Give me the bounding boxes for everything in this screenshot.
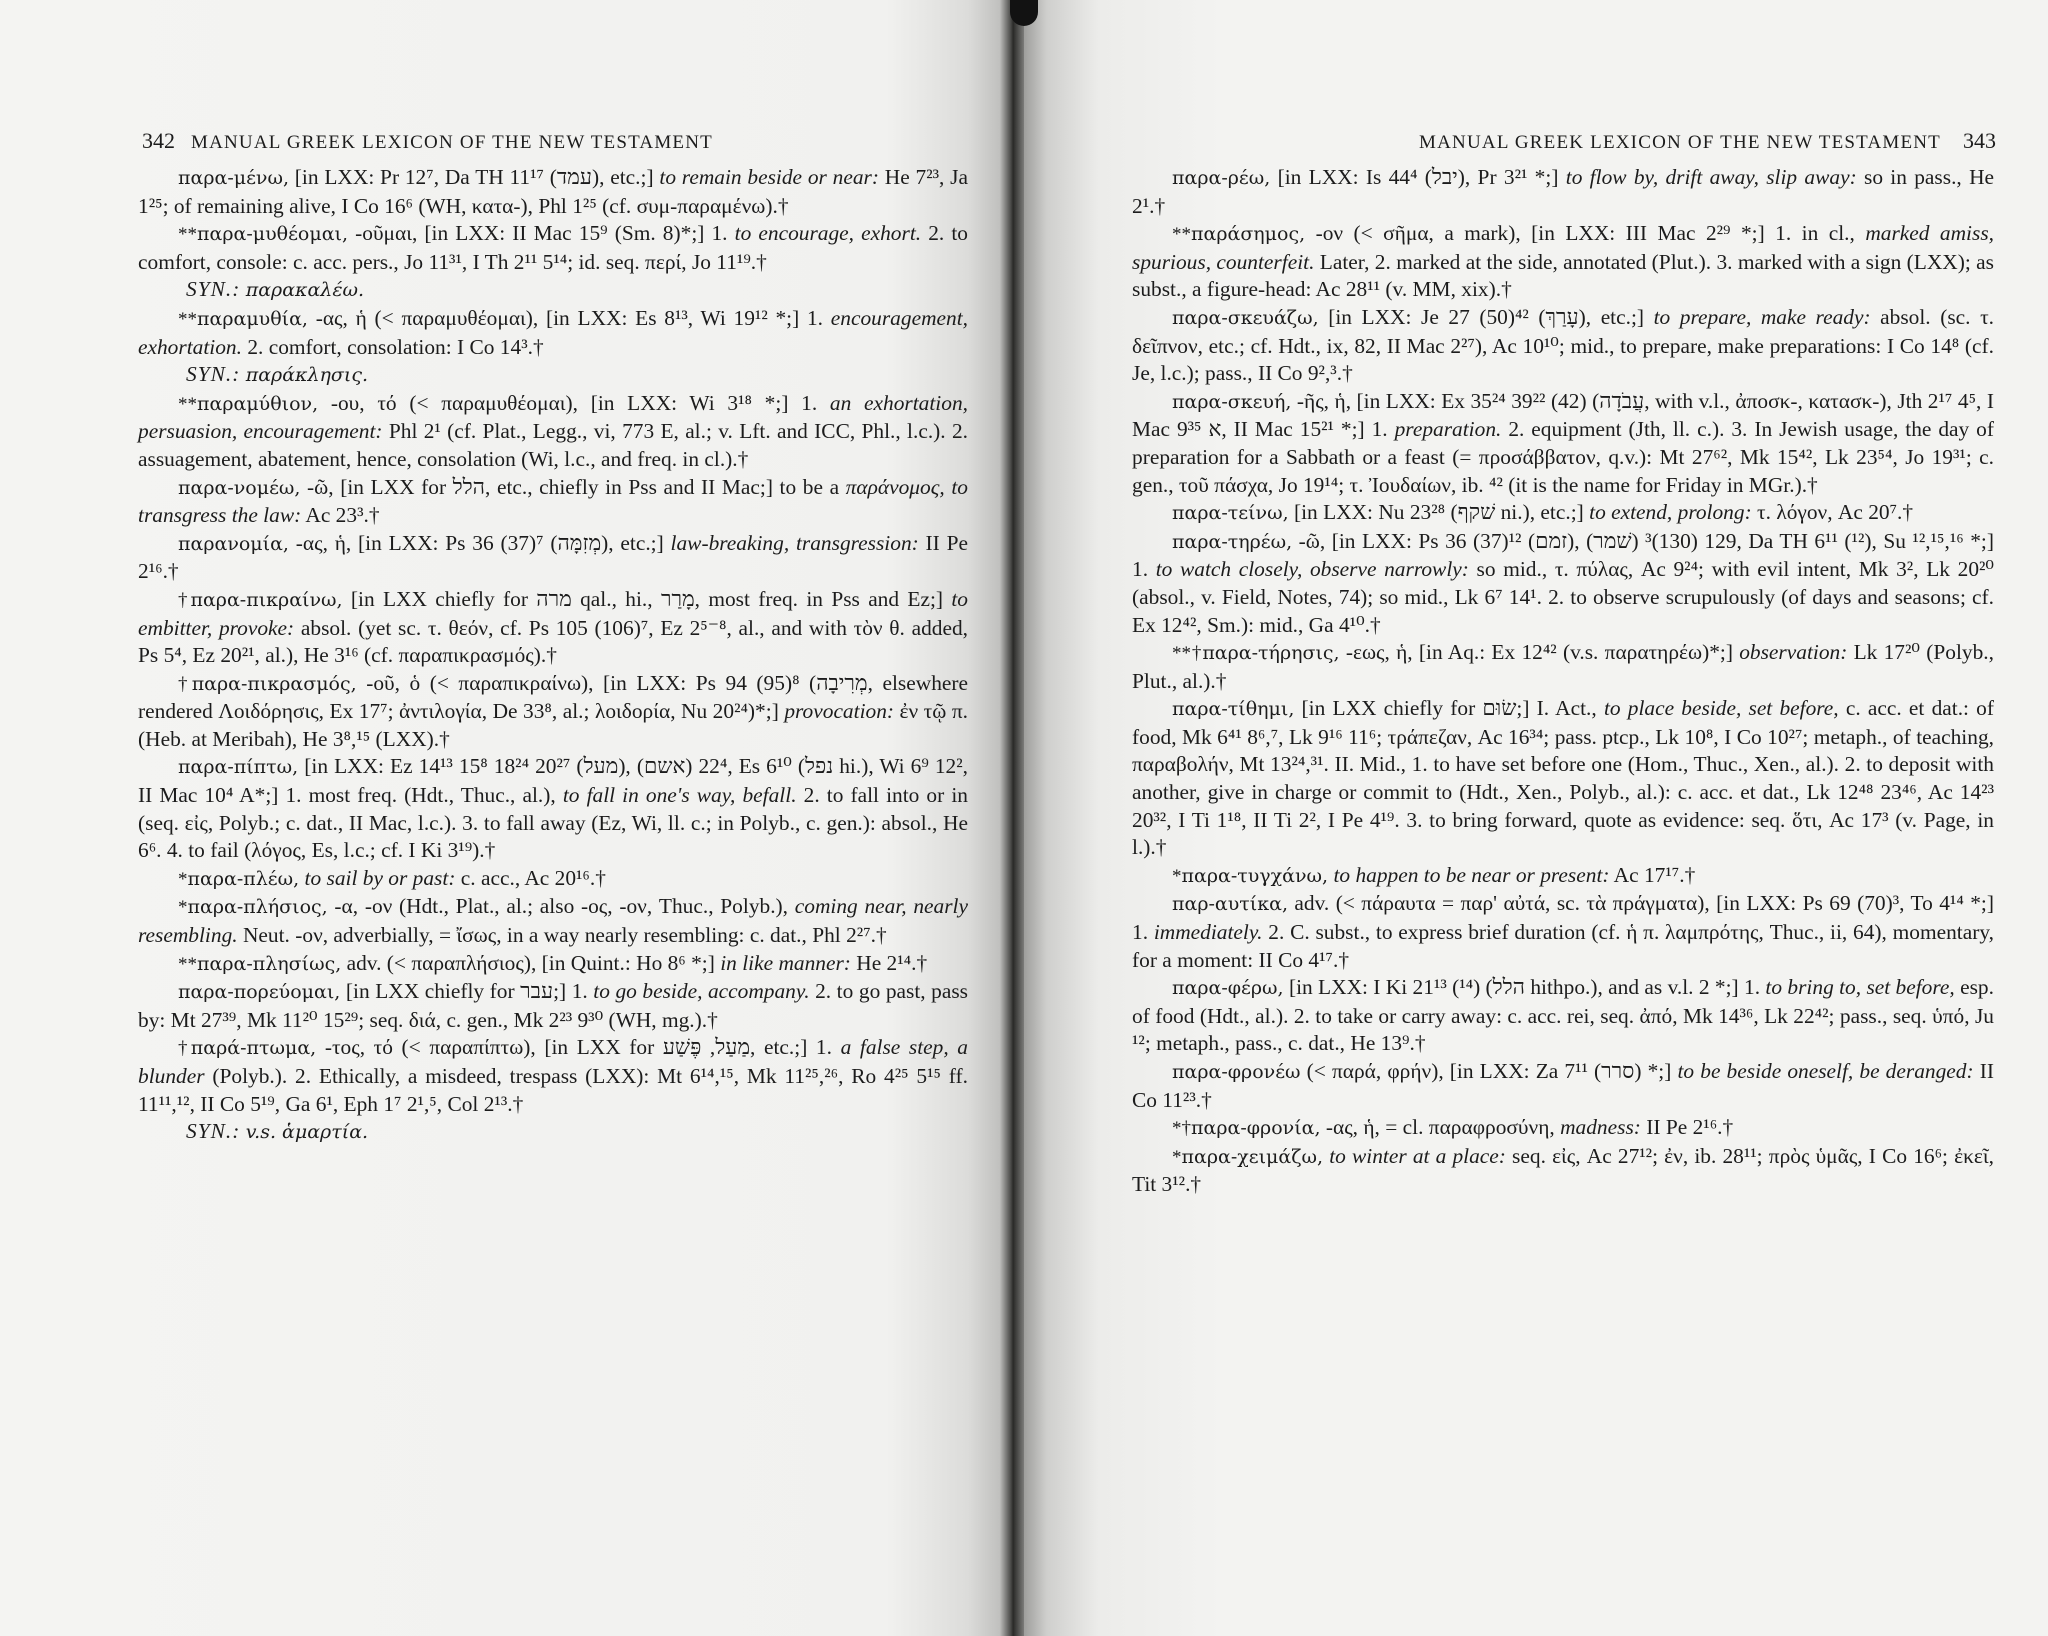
lexicon-entry (1132, 862, 1994, 891)
running-head: MANUAL GREEK LEXICON OF THE NEW TESTAMENT (191, 132, 713, 153)
entry-headword: παρα-πλήσιος, (187, 896, 328, 919)
entry-text: 2. C. subst., to express brief duration (cf. ἡ π. λαμπρότης, Thuc., ii, 64), momentary, for a moment: II Co 4¹⁷.† (1132, 920, 1995, 972)
entry-gloss: coming near, nearly resembling. (138, 894, 968, 948)
entry-mark: † (178, 1038, 191, 1060)
entry-text: 2. equipment (Jth, ll. c.). 3. In Jewish usage, the day of preparation for a Sabbath or a feast (= προσάββατον, q.v.): Mt 27⁶², Mk 15⁴², Lk 23⁵⁴, Jo 19³¹; c. gen., τοῦ πάσχα, Jo 19¹⁴; τ. Ἰουδαίων, ib. ⁴² (it is the name for Friday in MGr.).† (1132, 417, 1994, 497)
entry-text: so in pass., He 2¹.† (1132, 165, 1995, 218)
entry-gloss: to encourage, exhort. (734, 221, 922, 246)
entry-text: 2. comfort, consolation: I Co 14³.† (241, 334, 544, 359)
entry-text: Neut. -ον, adverbially, = ἴσως, in a way nearly resembling: c. dat., Phl 2²⁷.† (237, 923, 887, 948)
lexicon-entry (138, 305, 968, 361)
entry-mark: ** (178, 224, 197, 246)
entry-gloss: to flow by, drift away, slip away: (1565, 165, 1857, 189)
entry-gloss: to bring to, set before, (1765, 975, 1955, 1000)
entry-headword: παρα-πικραίνω, (190, 588, 343, 611)
entry-gloss: to place beside, set before, (1603, 696, 1839, 721)
entry-text: -ας, ἡ (< παραμυθέομαι), [in LXX: Es 8¹³, Wi 19¹² *;] 1. (307, 305, 831, 330)
entry-headword: παρα-τίθημι, (1172, 698, 1295, 721)
lexicon-entry (138, 164, 968, 220)
entry-headword: παρα-πλέω, (187, 867, 300, 890)
entry-text: absol. (sc. τ. δεῖπνον, etc.; cf. Hdt., ix, 82, II Mac 2²⁷), Ac 10¹⁰; mid., to prepare, make preparations: I Co 14⁸ (cf. Je, l.c.); pass., II Co 9²,³.† (1132, 304, 1995, 386)
synonym-label: SYN.: (186, 362, 241, 387)
entry-text: so mid., τ. πύλας, Ac 9²⁴; with evil intent, Mk 3², Lk 20²⁰ (absol., v. Field, Notes, 74); so mid., Lk 6⁷ 14¹. 2. to observe scrupulously (of days and seasons; cf. Ex 12⁴², Sm.): mid., Ga 4¹⁰.† (1132, 557, 1994, 637)
synonym-note (138, 1118, 968, 1147)
synonym-note (138, 276, 968, 305)
entry-text: esp. of food (Hdt., al.). 2. to take or carry away: c. acc. rei, seq. ἀπό, Mk 14³⁶, Lk 22⁴²; pass., seq. ὑπό, Ju ¹²; metaph., pass., c. dat., He 13⁹.† (1132, 975, 1994, 1056)
entry-headword: παρα-τυγχάνω, (1181, 864, 1329, 887)
entry-headword: παραμυθία, (197, 307, 308, 330)
entry-text: -ῆς, ἡ, [in LXX: Ex 35²⁴ 39²² (42) (עֲבֹדָה, with v.l., ἀποσκ-, κατασκ-), Jth 2¹⁷ 4⁵, I Mac 9³⁵ א, II Mac 15²¹ *;] 1. (1132, 388, 1994, 442)
entry-headword: παρα-πλησίως, (197, 952, 342, 975)
entry-gloss: to remain beside or near: (659, 165, 879, 189)
synonym-label: SYN.: (186, 277, 241, 302)
entry-headword: παρα-τήρησις, (1202, 642, 1340, 665)
entry-text: -ον (< σῆμα, a mark), [in LXX: III Mac 2²⁹ *;] 1. in cl., (1305, 221, 1866, 246)
entry-mark: ** (1172, 224, 1191, 246)
entry-headword: παρα-πορεύομαι, (178, 981, 341, 1004)
lexicon-entry (1132, 1114, 1994, 1143)
entry-headword: παρα-νομέω, (178, 476, 301, 499)
entry-gloss: encouragement, exhortation. (138, 305, 968, 359)
left-page-header (142, 128, 713, 154)
lexicon-entry (1132, 974, 1994, 1058)
entry-text: Ac 17¹⁷.† (1609, 862, 1696, 887)
lexicon-entry (138, 530, 968, 586)
synonym-reference: παρακαλέω. (245, 279, 365, 302)
right-page (1016, 0, 2048, 1636)
entry-text: [in LXX: Is 44⁴ (יבל), Pr 3²¹ *;] (1270, 165, 1566, 189)
entry-headword: παρα-ρέω, (1172, 167, 1271, 189)
entry-gloss: provocation: (784, 699, 895, 724)
entry-headword: παρα-σκευή, (1172, 390, 1292, 413)
entry-headword: παρα-πίπτω, (178, 756, 299, 779)
entry-mark: ** (178, 393, 197, 415)
entry-headword: παρα-πικρασμός, (191, 672, 357, 695)
page-number: 343 (1963, 128, 1996, 153)
lexicon-entry (1132, 164, 1994, 220)
entry-text: -οῦ, ὁ (< παραπικραίνω), [in LXX: Ps 94 (95)⁸ (מְרִיבָה, elsewhere rendered Λοιδόρησις, Ex 17⁷; ἀντιλογία, De 33⁸, al.; λοιδορία, Nu 20²⁴)*;] (138, 670, 968, 724)
entry-text: c. acc., Ac 20¹⁶.† (455, 865, 606, 890)
lexicon-entry (138, 893, 968, 949)
running-head: MANUAL GREEK LEXICON OF THE NEW TESTAMENT (1419, 132, 1941, 153)
lexicon-entry (1132, 528, 1994, 639)
entry-gloss: in like manner: (720, 950, 851, 975)
entry-text: II Pe 2¹⁶.† (1640, 1115, 1734, 1140)
lexicon-entry (138, 390, 968, 474)
lexicon-entry (1132, 890, 1994, 974)
entry-text: -α, -ον (Hdt., Plat., al.; also -ος, -ον, Thuc., Polyb.), (327, 894, 795, 919)
entry-text: He 2¹⁴.† (850, 950, 928, 975)
entry-text: [in LXX chiefly for עבר;] 1. (340, 979, 594, 1004)
lexicon-entry (138, 865, 968, 894)
entry-gloss: to watch closely, observe narrowly: (1155, 557, 1469, 582)
lexicon-entry (138, 950, 968, 979)
entry-text: -τος, τό (< παραπίπτω), [in LXX for מַעַל, פֶּשַׁע, etc.;] 1. (316, 1035, 841, 1060)
entry-gloss: παράνομος, to transgress the law: (138, 474, 968, 528)
entry-mark: * (1172, 865, 1182, 887)
entry-headword: παρα-τείνω, (1172, 502, 1289, 525)
entry-text: -ας, ἡ, [in LXX: Ps 36 (37)⁷ (מְזִמָּה), etc.;] (288, 530, 671, 555)
lexicon-entry (1132, 1143, 1994, 1199)
right-page-header (1419, 128, 1996, 154)
entry-headword: παρα-χειμάζω, (1181, 1145, 1324, 1168)
entry-gloss: immediately. (1153, 920, 1263, 945)
lexicon-entry (1132, 220, 1994, 304)
entry-text: -οῦμαι, [in LXX: II Mac 15⁹ (Sm. 8)*;] 1. (348, 221, 735, 246)
entry-gloss: preparation. (1394, 417, 1502, 442)
entry-mark: † (178, 673, 192, 695)
lexicon-entry (1132, 1058, 1994, 1114)
lexicon-entry (138, 586, 968, 670)
lexicon-entry (138, 753, 968, 864)
entry-mark: * (178, 897, 188, 919)
entry-gloss: to be beside oneself, be deranged: (1677, 1059, 1974, 1083)
entry-mark: * (1172, 1146, 1182, 1168)
synonym-note (138, 361, 968, 390)
entry-text: Later, 2. marked at the side, annotated (Plut.). 3. marked with a sign (LXX); as subst., a figure-head: Ac 28¹¹ (v. MM, xix).† (1132, 249, 1995, 302)
entry-text: [in LXX: Nu 23²⁸ (שׁקף ni.), etc.;] (1288, 500, 1590, 525)
entry-text: -ας, ἡ, = cl. παραφροσύνη, (1320, 1115, 1561, 1140)
entry-text: -ῶ, [in LXX for הלל, etc., chiefly in Pss and II Mac;] to be a (300, 474, 846, 499)
lexicon-entry (1132, 304, 1994, 388)
lexicon-entry (138, 978, 968, 1034)
lexicon-entry (1132, 639, 1994, 695)
entry-text: ἐν τῷ π. (Heb. at Meribah), He 3⁸,¹⁵ (LXX).† (138, 699, 968, 751)
entry-text: absol. (yet sc. τ. θεόν, cf. Ps 105 (106)⁷, Ez 2⁵⁻⁸, al., and with τὸν θ. added, Ps 5⁴, Ez 20²¹, al.), He 3¹⁶ (cf. παραπικρασμός).† (138, 615, 968, 668)
left-page (0, 0, 1008, 1636)
lexicon-entry (138, 474, 968, 530)
entry-headword: παραμύθιον, (197, 392, 319, 415)
lexicon-entry (138, 670, 968, 754)
entry-gloss: observation: (1739, 640, 1848, 665)
entry-text: Ac 23³.† (301, 503, 380, 528)
entry-gloss: to prepare, make ready: (1653, 304, 1871, 329)
entry-text: [in LXX: Pr 12⁷, Da TH 11¹⁷ (עמד), etc.;] (289, 165, 660, 189)
entry-headword: παρα-μένω, (178, 167, 290, 189)
entry-gloss: to go beside, accompany. (593, 979, 810, 1004)
entry-headword: παρα-φρονία, (1191, 1117, 1321, 1140)
entry-mark: **† (1172, 643, 1203, 665)
entry-text: -ου, τό (< παραμυθέομαι), [in LXX: Wi 3¹⁸ *;] 1. (318, 390, 830, 415)
book-gutter (1000, 0, 1024, 1636)
entry-gloss: to embitter, provoke: (138, 586, 968, 640)
entry-text: Lk 17²⁰ (Polyb., Plut., al.).† (1132, 640, 1994, 693)
entry-headword: παρα-μυθέομαι, (197, 223, 349, 246)
entry-text: -ῶ, [in LXX: Ps 36 (37)¹² (זמם), 129 (130)³ (שׁמר), Da TH 6¹¹ (¹²), Su ¹²,¹⁵,¹⁶ *;] 1. (1132, 528, 1994, 582)
entry-text: [in LXX: Je 27 (50)⁴² (עָרַךְ), etc.;] (1318, 304, 1654, 329)
entry-text: [in LXX: Ez 14¹³ 15⁸ 18²⁴ 20²⁷ (מעל), 22⁴ (אשם), Es 6¹⁰ (נפל hi.), Wi 6⁹ 12², II Mac 10⁴ A*;] 1. most freq. (Hdt., Thuc., al.), (138, 754, 968, 808)
entry-text: seq. εἰς, Ac 27¹²; ἐν, ib. 28¹¹; πρὸς ὑμᾶς, I Co 16⁶; ἐκεῖ, Tit 3¹².† (1132, 1143, 1994, 1197)
entry-text: II Co 11²³.† (1132, 1059, 1994, 1112)
entry-gloss: to fall in one's way, befall. (562, 783, 797, 808)
entry-text: 2. to comfort, console: c. acc. pers., Jo 11³¹, I Th 2¹¹ 5¹⁴; id. seq. περί, Jo 11¹⁹.† (138, 221, 968, 274)
lexicon-entry (138, 1034, 968, 1118)
entry-mark: ** (178, 308, 197, 330)
entry-text: (Polyb.). 2. Ethically, a misdeed, trespass (LXX): Mt 6¹⁴,¹⁵, Mk 11²⁵,²⁶, Ro 4²⁵ 5¹⁵ ff. 11¹¹,¹², II Co 5¹⁹, Ga 6¹, Eph 1⁷ 2¹,⁵, Col 2¹³.† (138, 1064, 968, 1116)
entry-gloss: to winter at a place: (1329, 1143, 1506, 1168)
synonym-reference: παράκλησις. (245, 364, 369, 387)
entry-text: adv. (< παραπλήσιος), [in Quint.: Ho 8⁶ *;] (341, 950, 721, 975)
entry-text: Phl 2¹ (cf. Plat., Legg., vi, 773 E, al.; v. Lft. and ICC, Phl., l.c.). 2. assuagement, abatement, hence, consolation (Wi, l.c., and freq. in cl.).† (138, 419, 968, 471)
entry-text: 2. to go past, pass by: Mt 27³⁹, Mk 11²⁰ 15²⁹; seq. διά, c. gen., Mk 2²³ 9³⁰ (WH, mg.).† (138, 979, 969, 1032)
entry-text: τ. λόγον, Ac 20⁷.† (1751, 500, 1914, 525)
entry-gloss: madness: (1560, 1115, 1641, 1140)
lexicon-entry (1132, 499, 1994, 528)
entry-text: He 7²³, Ja 1²⁵; of remaining alive, I Co 16⁶ (WH, κατα-), Phl 1²⁵ (cf. συμ-παραμένω).† (138, 165, 968, 218)
entry-headword: παρά-πτωμα, (190, 1037, 317, 1060)
entry-text: 2. to fall into or in (seq. εἰς, Polyb.; c. dat., II Mac, l.c.). 3. to fall away (Ez, Wi, ll. c.; in Polyb., c. gen.): absol., He 6⁶. 4. to fail (λόγος, Es, l.c.; cf. I Ki 3¹⁹).† (138, 783, 968, 863)
entry-gloss: marked amiss, spurious, counterfeit. (1132, 221, 1994, 274)
entry-headword: παρανομία, (178, 532, 289, 555)
entry-text: II Pe 2¹⁶.† (138, 530, 968, 584)
entry-headword: παρα-φρονέω (1172, 1061, 1301, 1083)
entry-headword: παρ-αυτίκα, (1172, 893, 1288, 916)
lexicon-entry (1132, 388, 1994, 499)
entry-mark: ** (178, 953, 197, 975)
lexicon-entry (138, 220, 968, 276)
synonym-reference: v.s. ἁμαρτία. (245, 1121, 369, 1144)
entry-gloss: to happen to be near or present: (1333, 862, 1610, 887)
entry-text: [in LXX: I Ki 21¹³ (¹⁴) (הלל hithpo.), and as v.l. 2 *;] 1. (1283, 975, 1766, 1000)
entry-mark: * (178, 868, 188, 890)
entry-gloss: an exhortation, persuasion, encouragement: (138, 390, 968, 444)
entry-headword: παρα-σκευάζω, (1172, 306, 1319, 329)
entry-gloss: to extend, prolong: (1589, 500, 1752, 525)
right-page-column (1132, 164, 1994, 1199)
entry-text: [in LXX chiefly for מרה qal., hi., מָרַר, most freq. in Pss and Ez;] (342, 586, 952, 611)
entry-headword: παρα-τηρέω, (1172, 530, 1293, 553)
entry-gloss: a false step, a blunder (138, 1035, 969, 1088)
entry-text: -εως, ἡ, [in Aq.: Ex 12⁴² (v.s. παρατηρέω)*;] (1339, 640, 1740, 665)
entry-text: [in LXX chiefly for שׂוּם;] I. Act., (1294, 696, 1604, 721)
entry-gloss: law-breaking, transgression: (670, 530, 919, 555)
entry-text: adv. (< πάραυτα = παρ' αὐτά, sc. τὰ πράγματα), [in LXX: Ps 69 (70)³, To 4¹⁴ *;] 1. (1132, 891, 1994, 945)
left-page-column (138, 164, 968, 1147)
entry-text: (< παρά, φρήν), [in LXX: Za 7¹¹ (סרר) *;] (1300, 1059, 1678, 1083)
lexicon-entry (1132, 695, 1994, 862)
synonym-label: SYN.: (186, 1119, 241, 1144)
page-number: 342 (142, 128, 175, 153)
entry-mark: † (178, 589, 191, 611)
entry-text: c. acc. et dat.: of food, Mk 6⁴¹ 8⁶,⁷, Lk 9¹⁶ 11⁶; τράπεζαν, Ac 16³⁴; pass. ptcp., Lk 10⁸, I Co 10²⁷; metaph., of teaching, παραβολήν, Mt 13²⁴,³¹. II. Mid., 1. to have set before one (Hom., Thuc., Xen., al.). 2. to deposit with another, give in charge or commit to (Hdt., Xen., Polyb., al.): c. acc. et dat., Lk 12⁴⁸ 23⁴⁶, Ac 14²³ 20³², I Ti 1¹⁸, II Ti 2², I Pe 4¹⁹. 3. to bring forward, quote as evidence: seq. ὅτι, Ac 17³ (v. Page, in l.).† (1132, 696, 1995, 860)
entry-gloss: to sail by or past: (304, 865, 456, 890)
entry-headword: παράσημος, (1191, 223, 1306, 246)
entry-mark: *† (1172, 1118, 1191, 1140)
entry-headword: παρα-φέρω, (1172, 977, 1284, 1000)
